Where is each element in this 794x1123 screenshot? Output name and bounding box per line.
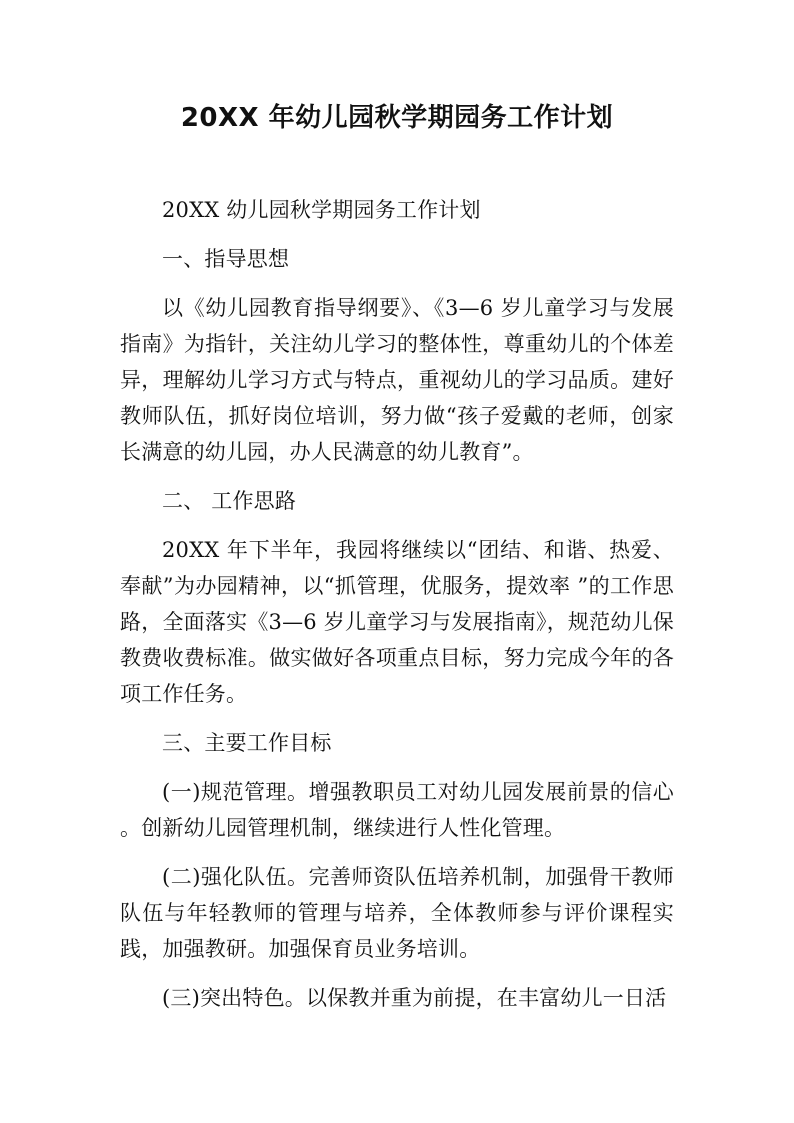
document-title: 20XX 年幼儿园秋学期园务工作计划: [180, 103, 614, 133]
section-heading-main-goals: 三、主要工作目标: [162, 731, 332, 755]
paragraph-goal-3: (三)突出特色。以保教并重为前提，在丰富幼儿一日活: [162, 986, 667, 1010]
document-body: [120, 192, 674, 1016]
paragraph-goal-2: (二)强化队伍。完善师资队伍培养机制，加强骨干教师队伍与年轻教师的管理与培养，全体教师参与评价课程实践，加强教研。加强保育员业务培训。: [120, 865, 674, 961]
paragraph-goal-1: (一)规范管理。增强教职员工对幼儿园发展前景的信心 。创新幼儿园管理机制，继续进行人性化管理。: [120, 780, 674, 840]
section-heading-guiding-ideology: 一、指导思想: [162, 247, 290, 271]
section-heading-work-approach: 二、 工作思路: [162, 489, 297, 513]
paragraph-guiding-ideology: 以《幼儿园教育指导纲要》、《3—6 岁儿童学习与发展指南》为指针，关注幼儿学习的整体性，尊重幼儿的个体差异，理解幼儿学习方式与特点，重视幼儿的学习品质。建好教师队伍，抓好岗位培训，努力做“孩子爱戴的老师，创家长满意的幼儿园，办人民满意的幼儿教育”。: [120, 296, 674, 464]
subtitle-line: 20XX 幼儿园秋学期园务工作计划: [162, 198, 481, 222]
paragraph-work-approach: 20XX 年下半年，我园将继续以“团结、和谐、热爱、奉献”为办园精神，以“抓管理，优服务，提效率 ”的工作思路，全面落实《3—6 岁儿童学习与发展指南》，规范幼儿保教费收费标准。做实做好各项重点目标，努力完成今年的各项工作任务。: [120, 538, 674, 706]
